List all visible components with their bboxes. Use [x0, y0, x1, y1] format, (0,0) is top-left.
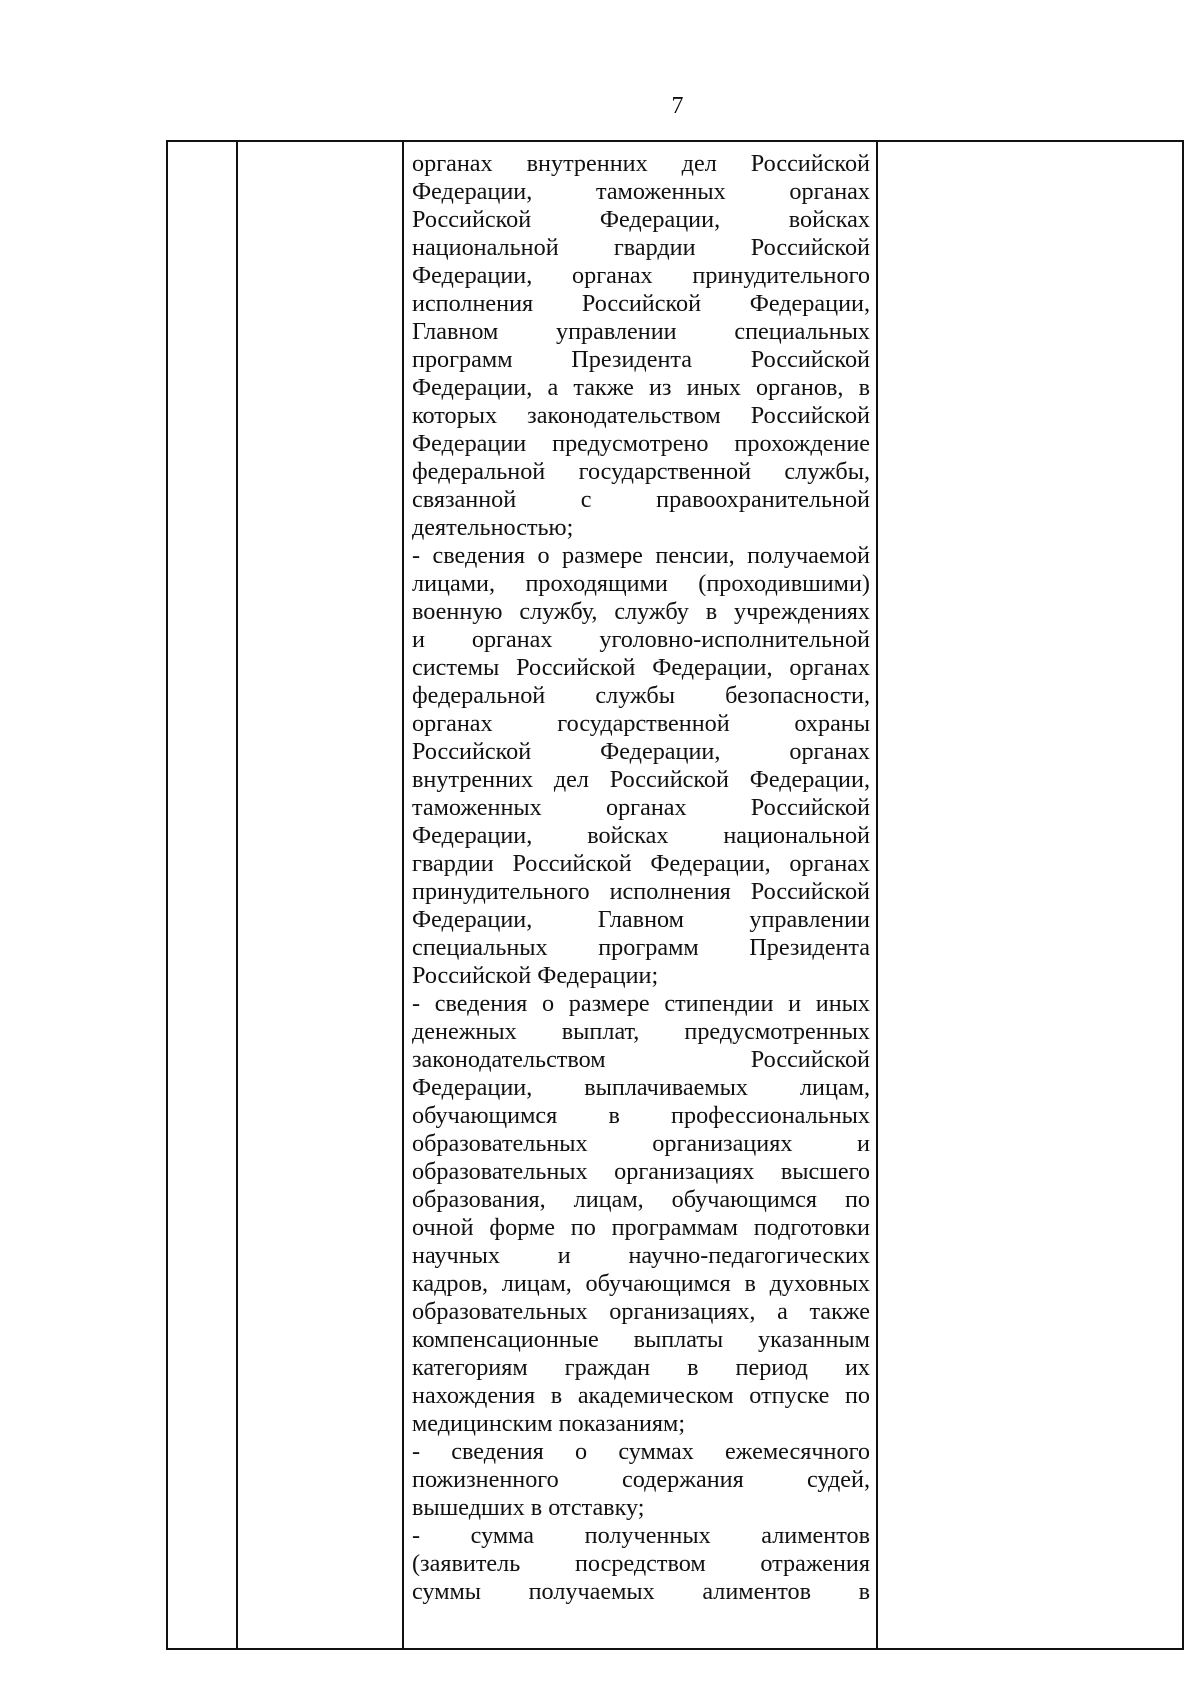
text-line: суммы получаемых алиментов в: [412, 1578, 870, 1605]
text-line: образовательных организациях и: [412, 1130, 870, 1157]
text-line: вышедших в отставку;: [412, 1494, 645, 1521]
text-line: образовательных организациях высшего: [412, 1158, 870, 1185]
text-line: лицами, проходящими (проходившими): [412, 570, 870, 597]
text-line: очной форме по программам подготовки: [412, 1214, 870, 1241]
text-line: - сведения о суммах ежемесячного: [412, 1438, 870, 1465]
text-line: Федерации, а также из иных органов, в: [412, 374, 870, 401]
text-line: и органах уголовно-исполнительной: [412, 626, 870, 653]
text-line: национальной гвардии Российской: [412, 234, 870, 261]
text-line: военную службу, службу в учреждениях: [412, 598, 870, 625]
text-line: - сведения о размере пенсии, получаемой: [412, 542, 870, 569]
text-line: федеральной службы безопасности,: [412, 682, 870, 709]
text-line: Федерации, Главном управлении: [412, 906, 870, 933]
document-table: [166, 140, 1184, 1650]
text-line: - сумма полученных алиментов: [412, 1522, 870, 1549]
text-line: медицинским показаниям;: [412, 1410, 686, 1437]
text-line: органах государственной охраны: [412, 710, 870, 737]
text-line: специальных программ Президента: [412, 934, 870, 961]
text-line: связанной с правоохранительной: [412, 486, 870, 513]
text-line: обучающимся в профессиональных: [412, 1102, 870, 1129]
text-line: компенсационные выплаты указанным: [412, 1326, 870, 1353]
text-line: образования, лицам, обучающимся по: [412, 1186, 870, 1213]
text-line: деятельностью;: [412, 514, 574, 541]
table-cell-text: [412, 150, 870, 1606]
text-line: образовательных организациях, а также: [412, 1298, 870, 1325]
text-line: Российской Федерации;: [412, 962, 659, 989]
text-line: которых законодательством Российской: [412, 402, 870, 429]
text-line: Федерации, органах принудительного: [412, 262, 870, 289]
column-divider: [402, 142, 404, 1648]
text-line: категориям граждан в период их: [412, 1354, 870, 1381]
column-divider: [876, 142, 878, 1648]
text-line: Российской Федерации, войсках: [412, 206, 870, 233]
text-line: кадров, лицам, обучающимся в духовных: [412, 1270, 870, 1297]
text-line: гвардии Российской Федерации, органах: [412, 850, 870, 877]
text-line: денежных выплат, предусмотренных: [412, 1018, 870, 1045]
text-line: таможенных органах Российской: [412, 794, 870, 821]
text-line: внутренних дел Российской Федерации,: [412, 766, 870, 793]
text-line: нахождения в академическом отпуске по: [412, 1382, 870, 1409]
text-line: законодательством Российской: [412, 1046, 870, 1073]
text-line: Российской Федерации, органах: [412, 738, 870, 765]
text-line: Главном управлении специальных: [412, 318, 870, 345]
text-line: (заявитель посредством отражения: [412, 1550, 870, 1577]
text-line: Федерации, таможенных органах: [412, 178, 870, 205]
text-line: системы Российской Федерации, органах: [412, 654, 870, 681]
text-line: пожизненного содержания судей,: [412, 1466, 870, 1493]
text-line: научных и научно-педагогических: [412, 1242, 870, 1269]
text-line: Федерации, войсках национальной: [412, 822, 870, 849]
text-line: федеральной государственной службы,: [412, 458, 870, 485]
text-line: - сведения о размере стипендии и иных: [412, 990, 870, 1017]
text-line: органах внутренних дел Российской: [412, 150, 870, 177]
text-line: принудительного исполнения Российской: [412, 878, 870, 905]
column-divider: [236, 142, 238, 1648]
text-line: исполнения Российской Федерации,: [412, 290, 870, 317]
text-line: программ Президента Российской: [412, 346, 870, 373]
text-line: Федерации предусмотрено прохождение: [412, 430, 870, 457]
page-number: 7: [671, 93, 684, 119]
text-line: Федерации, выплачиваемых лицам,: [412, 1074, 870, 1101]
